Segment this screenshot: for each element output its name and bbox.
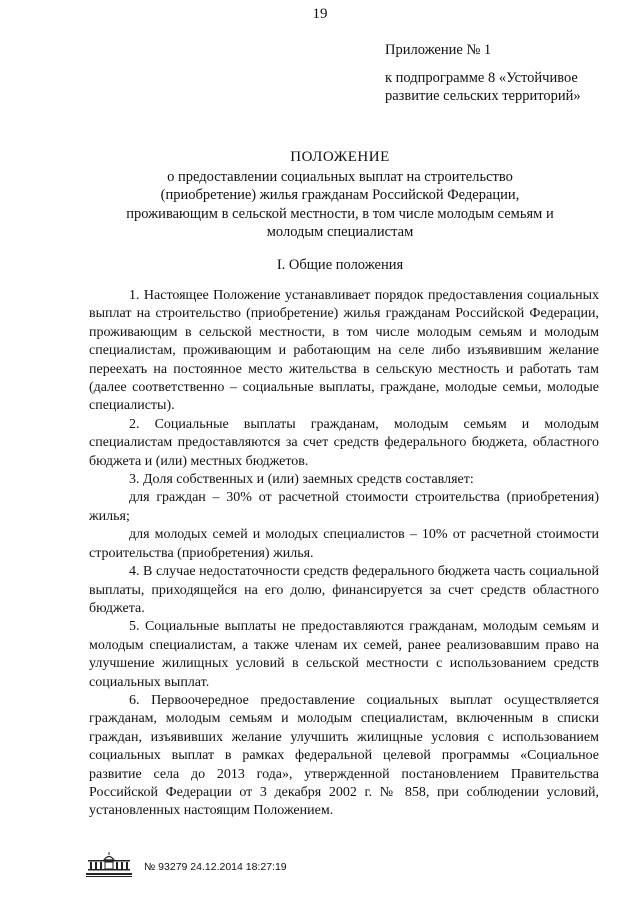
paragraph-3: 3. Доля собственных и (или) заемных средств составляет: bbox=[129, 472, 474, 488]
registration-stamp-text: № 93279 24.12.2014 18:27:19 bbox=[144, 861, 287, 873]
government-building-icon bbox=[84, 852, 134, 878]
document-subtitle-line: проживающим в сельской местности, в том числе молодым семьям и bbox=[126, 205, 554, 222]
paragraph-3-item-citizens: для граждан – 30% от расчетной стоимости строительства (приобретения) жилья; bbox=[89, 490, 599, 524]
appendix-reference-line-2: развитие сельских территорий» bbox=[385, 88, 581, 104]
appendix-reference-line-1: к подпрограмме 8 «Устойчивое bbox=[385, 70, 578, 86]
appendix-block bbox=[385, 41, 625, 105]
document-subtitle-line: о предоставлении социальных выплат на строительство bbox=[167, 168, 513, 185]
paragraph-4: 4. В случае недостаточности средств федерального бюджета часть социальной выплаты, приходящейся на его долю, финансируется за счет средств областного бюджета. bbox=[89, 564, 599, 616]
paragraph-1: 1. Настоящее Положение устанавливает порядок предоставления социальных выплат на строительство (приобретение) жилья гражданам Российской Федерации, проживающим в сельской местности, в том числе молодым семьям и молодым специалистам, проживающим и работающим на селе либо изъявившим желание переехать на постоянное место жительства в сельскую местность и работать там (далее соответственно – социальные выплаты, граждане, молодые семьи, молодые специалисты). bbox=[89, 288, 599, 414]
page-number: 19 bbox=[312, 6, 328, 22]
footer-stamp bbox=[84, 852, 484, 878]
appendix-title: Приложение № 1 bbox=[385, 42, 492, 58]
document-title-block bbox=[60, 148, 620, 242]
document-title: ПОЛОЖЕНИЕ bbox=[290, 149, 390, 165]
paragraph-2: 2. Социальные выплаты гражданам, молодым семьям и молодым специалистам предоставляются за счет средств федерального бюджета, областного бюджета и (или) местных бюджетов. bbox=[89, 416, 599, 469]
document-subtitle-line: молодым специалистам bbox=[266, 224, 414, 240]
section-heading: I. Общие положения bbox=[276, 257, 404, 273]
paragraph-3-item-young: для молодых семей и молодых специалистов – 10% от расчетной стоимости строительства (приобретения) жилья. bbox=[89, 527, 599, 561]
paragraph-6: 6. Первоочередное предоставление социальных выплат осуществляется гражданам, молодым семьям и молодым специалистам, включенным в списки граждан, изъявивших желание улучшить жилищные условия с использованием социальных выплат в рамках федеральной целевой программы «Социальное развитие села до 2013 года», утвержденной постановлением Правительства Российской Федерации от 3 декабря 2002 г. № 858, при соблюдении условий, установленных настоящим Положением. bbox=[89, 692, 599, 819]
document-body bbox=[89, 287, 599, 821]
paragraph-5: 5. Социальные выплаты не предоставляются гражданам, молодым семьям и молодым специалистам, а также членам их семей, ранее реализовавшим право на улучшение жилищных условий в сельской местности с использованием средств социальных выплат. bbox=[89, 619, 599, 690]
document-subtitle-line: (приобретение) жилья гражданам Российской Федерации, bbox=[160, 187, 520, 203]
